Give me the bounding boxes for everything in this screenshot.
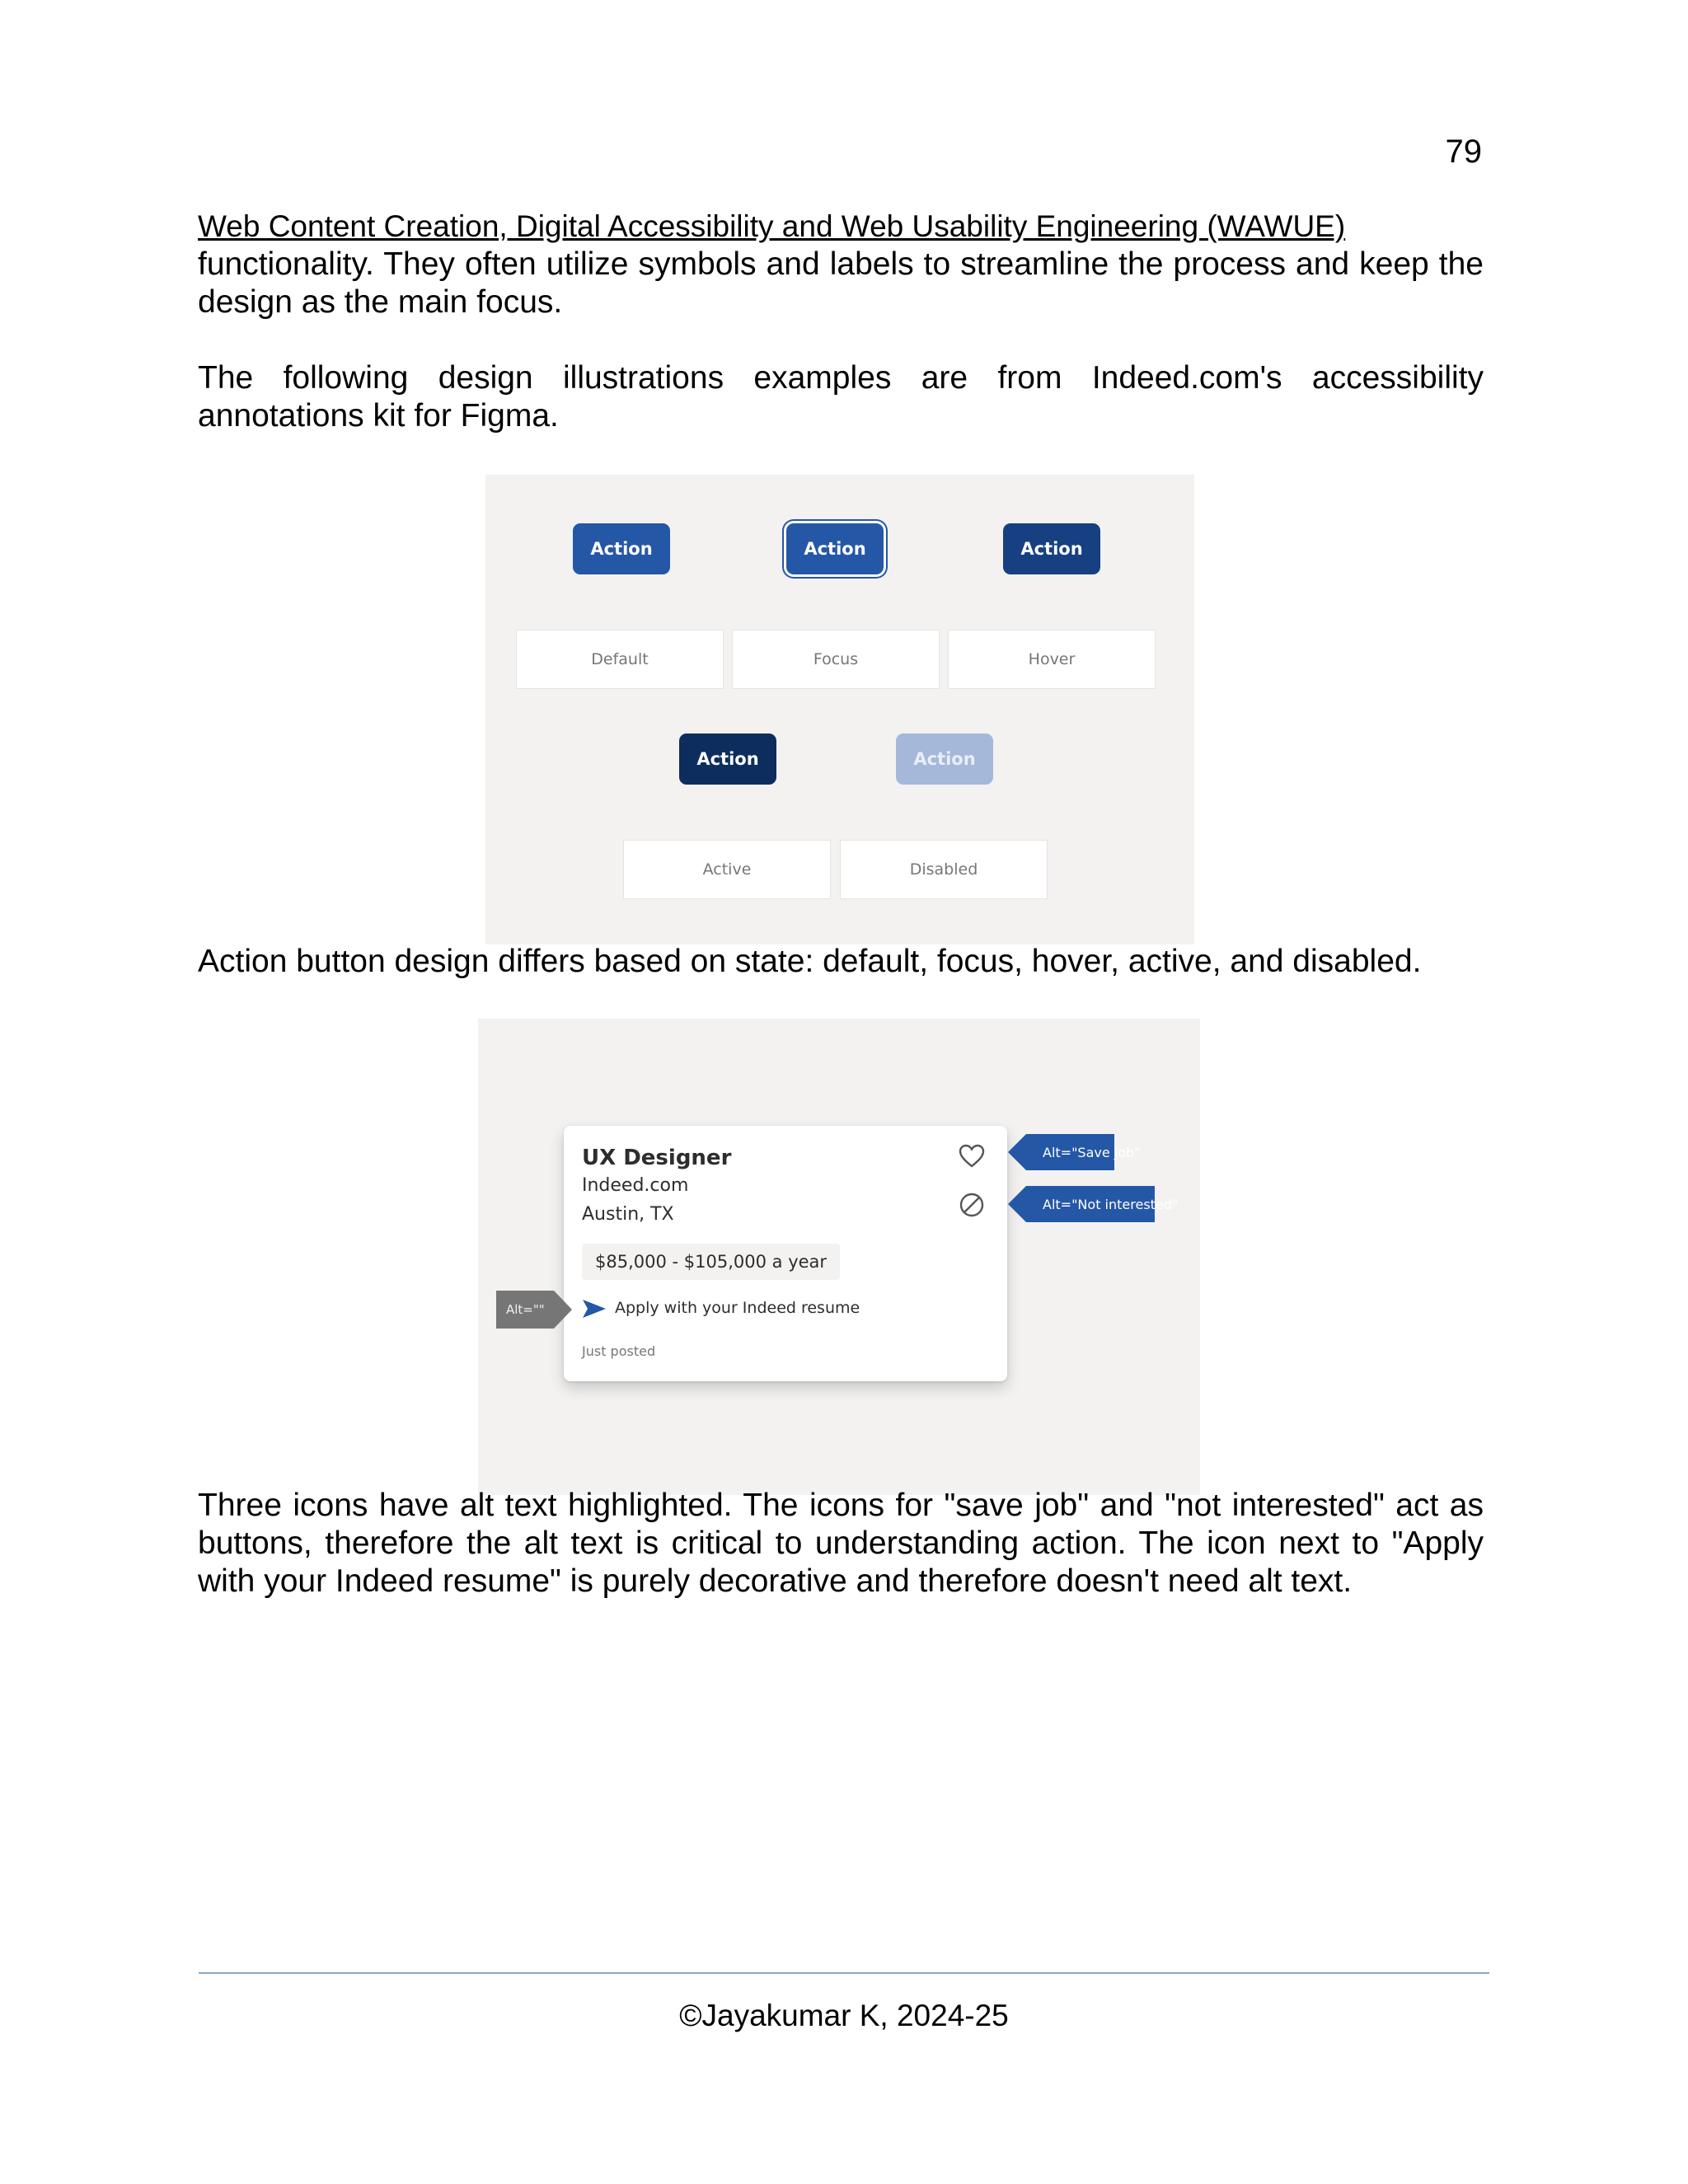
job-title[interactable]: UX Designer — [582, 1146, 732, 1170]
button-states-figure — [485, 475, 1194, 944]
state-label-active: Active — [623, 840, 831, 899]
footer-copyright: ©Jayakumar K, 2024-25 — [679, 1999, 1009, 2032]
caption-alt-text: Three icons have alt text highlighted. The icons for "save job" and "not interested" act as buttons, therefore the alt text is critical to understanding action. The icon next to "Apply with your Indeed resume" is purely decorative and therefore doesn't need alt text. — [198, 1488, 1484, 1599]
job-card-figure — [478, 1019, 1200, 1495]
state-label-default: Default — [516, 630, 724, 689]
salary-badge: $85,000 - $105,000 a year — [582, 1244, 840, 1280]
action-button-default[interactable]: Action — [573, 523, 670, 574]
alt-annotation-empty: Alt="" — [496, 1291, 554, 1329]
document-title-link[interactable]: Web Content Creation, Digital Accessibility and Web Usability Engineering (WAWUE) — [198, 209, 1346, 243]
action-button-focus[interactable]: Action — [786, 523, 884, 574]
alt-annotation-not-interested: Alt="Not interested" — [1026, 1186, 1155, 1222]
paragraph-indeed-kit: The following design illustrations examples are from Indeed.com's accessibility annotations kit for Figma. — [198, 360, 1484, 434]
action-button-hover[interactable]: Action — [1003, 523, 1100, 574]
company-name: Indeed.com — [582, 1175, 689, 1196]
action-button-disabled: Action — [896, 733, 993, 785]
footer-divider — [199, 1972, 1489, 1974]
heart-icon[interactable] — [959, 1144, 985, 1169]
page-number: 79 — [1445, 134, 1482, 170]
block-icon[interactable] — [959, 1192, 985, 1218]
caption-button-states: Action button design differs based on state: default, focus, hover, active, and disabled. — [198, 944, 1422, 979]
job-location: Austin, TX — [582, 1204, 674, 1225]
alt-annotation-save-job: Alt="Save job" — [1026, 1134, 1114, 1170]
state-label-disabled: Disabled — [840, 840, 1048, 899]
send-arrow-icon — [582, 1299, 607, 1319]
action-button-active[interactable]: Action — [679, 733, 776, 785]
paragraph-functionality: functionality. They often utilize symbols and labels to streamline the process and keep the design as the main focus. — [198, 246, 1484, 320]
state-label-hover: Hover — [948, 630, 1156, 689]
apply-text: Apply with your Indeed resume — [615, 1299, 860, 1317]
job-card[interactable] — [564, 1126, 1007, 1381]
state-label-focus: Focus — [732, 630, 940, 689]
posted-time: Just posted — [582, 1343, 656, 1359]
